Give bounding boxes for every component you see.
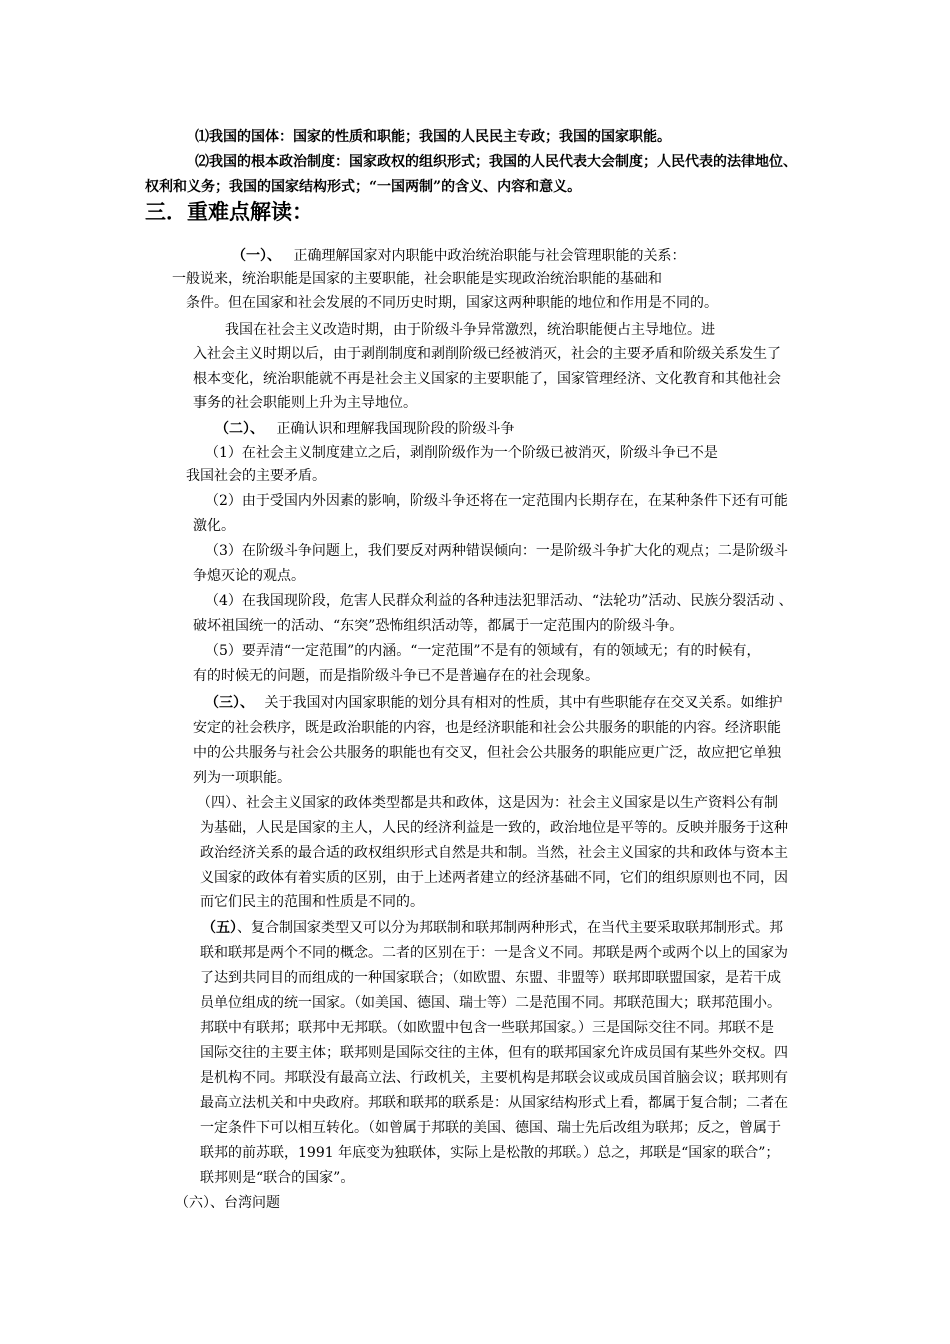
s5-line-1 [202, 918, 783, 938]
s3-line-3: 中的公共服务与社会公共服务的职能也有交叉，但社会公共服务的职能应更广泛，故应把它单独 [193, 745, 781, 761]
s2-item-4-line-2: 破坏祖国统一的活动、“东突”恐怖组织活动等，都属于一定范围内的阶级斗争。 [193, 618, 684, 634]
s5-line-8: 最高立法机关和中央政府。邦联和联邦的联系是：从国家结构形式上看，都属于复合制；二者在 [200, 1095, 788, 1111]
s4-line-3: 政治经济关系的最合适的政权组织形式自然是共和制。当然，社会主义国家的共和政体与资本主 [200, 845, 788, 861]
s5-line-4: 员单位组成的统一国家。（如美国、德国、瑞士等）二是范围不同。邦联范围大；联邦范围小。 [200, 995, 781, 1011]
s2-item-5-line-1: （5）要弄清“一定范围”的内涵。“一定范围”不是有的领域有，有的领域无；有的时候有， [205, 643, 761, 659]
s1-p2-line-3: 根本变化，统治职能就不再是社会主义国家的主要职能了，国家管理经济、文化教育和其他社会 [193, 371, 781, 387]
s2-item-3-line-2: 争熄灭论的观点。 [193, 568, 305, 584]
s2-item-5-line-2: 有的时候无的问题，而是指阶级斗争已不是普遍存在的社会现象。 [193, 668, 599, 684]
s1-p2-line-4: 事务的社会职能则上升为主导地位。 [193, 395, 417, 411]
section-2-label: （二）、 [215, 421, 264, 437]
s2-item-1-line-2: 我国社会的主要矛盾。 [186, 468, 326, 484]
s3-line-2: 安定的社会秩序，既是政治职能的内容，也是经济职能和社会公共服务的职能的内容。经济职能 [193, 720, 781, 736]
s3-line-4: 列为一项职能。 [193, 770, 291, 786]
section-1-title-line [232, 246, 685, 266]
section-3-label: （三）、 [205, 695, 254, 711]
s2-item-3-line-1: （3）在阶级斗争问题上，我们要反对两种错误倾向：一是阶级斗争扩大化的观点；二是阶级斗 [205, 543, 788, 559]
s5-line-11: 联邦则是“联合的国家”。 [200, 1170, 355, 1186]
intro-item-2-line-1: ⑵我国的根本政治制度：国家政权的组织形式；我国的人民代表大会制度；人民代表的法律地位、 [195, 154, 797, 170]
intro-item-1: ⑴我国的国体：国家的性质和职能；我国的人民民主专政；我国的国家职能。 [195, 129, 671, 145]
section-2-title: 正确认识和理解我国现阶段的阶级斗争 [276, 421, 515, 437]
s2-item-1-line-1: （1）在社会主义制度建立之后，剥削阶级作为一个阶级已被消灭，阶级斗争已不是 [205, 445, 718, 461]
s2-item-2-line-2: 激化。 [193, 518, 235, 534]
s1-p2-line-2: 入社会主义时期以后，由于剥削制度和剥削阶级已经被消灭，社会的主要矛盾和阶级关系发生了 [193, 346, 781, 362]
s2-item-4-line-1: （4）在我国现阶段，危害人民群众利益的各种违法犯罪活动、“法轮功”活动、民族分裂活动 、 [205, 593, 793, 609]
section-2-title-line [215, 419, 514, 439]
s1-p1-line-1: 一般说来，统治职能是国家的主要职能，社会职能是实现政治统治职能的基础和 [172, 271, 662, 287]
section-5-label: （五） [202, 920, 237, 936]
s3-text-1: 关于我国对内国家职能的划分具有相对的性质，其中有些职能存在交叉关系。如维护 [264, 695, 783, 711]
s3-line-1 [205, 693, 782, 713]
s5-line-5: 邦联中有联邦；联邦中无邦联。（如欧盟中包含一些联邦国家。）三是国际交往不同。邦联不是 [200, 1020, 774, 1036]
s5-line-10: 联邦的前苏联，1991 年底变为独联体，实际上是松散的邦联。）总之，邦联是“国家的联合”； [200, 1145, 780, 1161]
s5-line-3: 了达到共同目的而组成的一种国家联合；（如欧盟、东盟、非盟等）联邦即联盟国家，是若干成 [200, 970, 781, 986]
s4-line-4: 义国家的政体有着实质的区别，由于上述两者建立的经济基础不同，它们的组织原则也不同，因 [200, 870, 788, 886]
s5-text-1: 、复合制国家类型又可以分为邦联制和联邦制两种形式，在当代主要采取联邦制形式。邦 [237, 920, 783, 936]
s5-line-2: 联和联邦是两个不同的概念。二者的区别在于：一是含义不同。邦联是两个或两个以上的国家为 [200, 945, 788, 961]
section-heading: 三．重难点解读： [145, 199, 313, 224]
s4-line-1: （四）、社会主义国家的政体类型都是共和政体，这是因为：社会主义国家是以生产资料公有制 [197, 795, 778, 811]
s5-line-7: 是机构不同。邦联没有最高立法、行政机关，主要机构是邦联会议或成员国首脑会议；联邦则有 [200, 1070, 788, 1086]
s1-p1-line-2: 条件。但在国家和社会发展的不同历史时期，国家这两种职能的地位和作用是不同的。 [186, 295, 718, 311]
intro-item-2-line-2: 权利和义务；我国的国家结构形式；“一国两制”的含义、内容和意义。 [145, 179, 582, 195]
s4-line-2: 为基础，人民是国家的主人，人民的经济利益是一致的，政治地位是平等的。反映并服务于这种 [200, 820, 788, 836]
s5-line-9: 一定条件下可以相互转化。（如曾属于邦联的美国、德国、瑞士先后改组为联邦；反之，曾属于 [200, 1120, 781, 1136]
s6-title: （六）、台湾问题 [175, 1195, 280, 1211]
s1-p2-line-1: 我国在社会主义改造时期，由于阶级斗争异常激烈，统治职能便占主导地位。进 [225, 322, 715, 338]
s2-item-2-line-1: （2）由于受国内外因素的影响，阶级斗争还将在一定范围内长期存在，在某种条件下还有可能 [205, 493, 788, 509]
s4-line-5: 而它们民主的范围和性质是不同的。 [200, 894, 424, 910]
s5-line-6: 国际交往的主要主体；联邦则是国际交往的主体，但有的联邦国家允许成员国有某些外交权。四 [200, 1045, 788, 1061]
section-1-label: （一）、 [232, 248, 281, 264]
section-1-title: 正确理解国家对内职能中政治统治职能与社会管理职能的关系： [293, 248, 686, 264]
